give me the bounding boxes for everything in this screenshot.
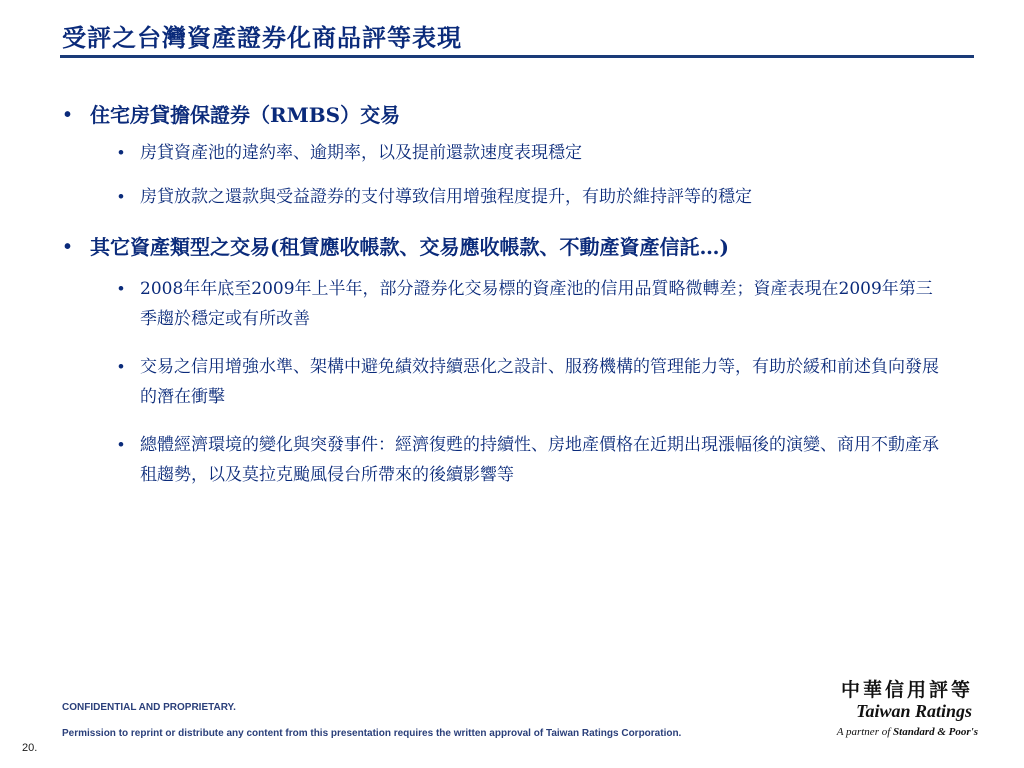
bullet-icon: • — [118, 143, 124, 162]
bullet-icon: • — [118, 357, 124, 376]
section-heading-other-assets — [62, 230, 960, 264]
bullet-icon: • — [118, 187, 124, 206]
list-item-text: 總體經濟環境的變化與突發事件：經濟復甦的持續性、房地產價格在近期出現漲幅後的演變、商用不動產承租趨勢，以及莫拉克颱風侵台所帶來的後續影響等 — [140, 435, 939, 485]
logo-chinese-name: 中華信用評等 — [840, 679, 973, 701]
section-heading-text: 其它資產類型之交易(租賃應收帳款、交易應收帳款、不動產資產信託…) — [90, 235, 729, 259]
list-item — [112, 274, 940, 334]
footer-confidential: CONFIDENTIAL AND PROPRIETARY. — [62, 702, 236, 713]
list-item-text: 2008年年底至2009年上半年，部分證券化交易標的資產池的信用品質略微轉差；資產表現在2009年第三季趨於穩定或有所改善 — [140, 279, 933, 329]
section-heading-rmbs — [62, 98, 962, 132]
bullet-icon: • — [64, 236, 72, 258]
page-number: 20. — [22, 742, 38, 754]
footer-permission-notice: Permission to reprint or distribute any content from this presentation requires the written approval of Taiwan Ratings Corporation. — [62, 728, 682, 739]
logo-partner-prefix: A partner of — [836, 726, 894, 738]
list-item-text: 房貸放款之還款與受益證券的支付導致信用增強程度提升，有助於維持評等的穩定 — [140, 187, 752, 207]
logo-partner-name: Standard & Poor's — [893, 726, 978, 738]
taiwan-ratings-logo — [808, 675, 1008, 745]
list-item-text: 房貸資產池的違約率、逾期率，以及提前還款速度表現穩定 — [140, 143, 582, 163]
bullet-icon: • — [64, 104, 72, 126]
list-item-text: 交易之信用增強水準、架構中避免績效持續惡化之設計、服務機構的管理能力等，有助於緩和前述負向發展的潛在衝擊 — [140, 357, 939, 407]
list-item — [112, 430, 940, 490]
list-item — [112, 352, 940, 412]
list-item — [112, 138, 940, 168]
slide-title: 受評之台灣資產證券化商品評等表現 — [62, 23, 462, 52]
logo-english-name: Taiwan Ratings — [856, 701, 972, 721]
list-item — [112, 182, 940, 212]
bullet-icon: • — [118, 279, 124, 298]
slide-content — [62, 98, 962, 490]
section-heading-text: 住宅房貸擔保證券（RMBS）交易 — [90, 103, 401, 127]
title-divider — [60, 55, 974, 58]
logo-partner-line — [837, 726, 978, 738]
bullet-icon: • — [118, 435, 124, 454]
